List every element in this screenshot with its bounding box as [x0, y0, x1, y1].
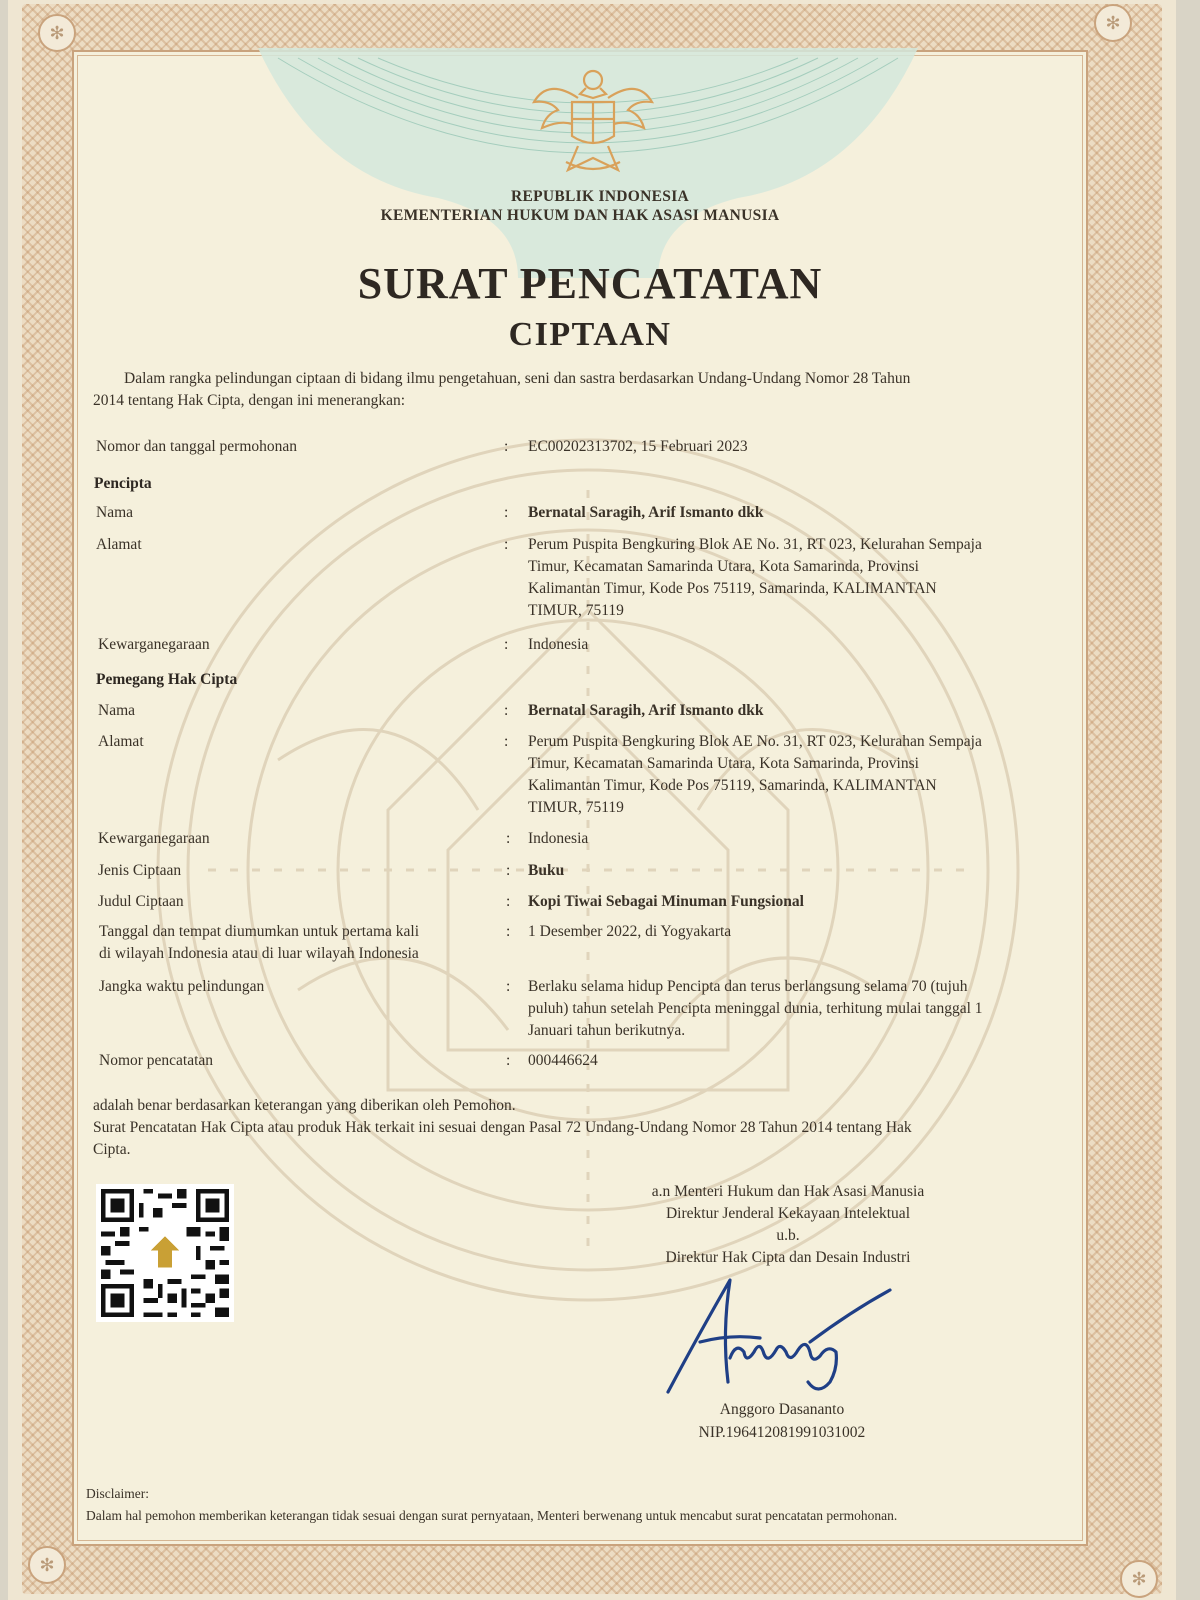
pencipta-nama-value: Bernatal Saragih, Arif Ismanto dkk: [528, 504, 764, 521]
jangka-value-line: Januari tahun berikutnya.: [528, 1022, 686, 1039]
tanggal-value: 1 Desember 2022, di Yogyakarta: [528, 923, 732, 940]
nomor-label: Nomor pencatatan: [99, 1052, 214, 1069]
header-country: REPUBLIK INDONESIA: [510, 188, 690, 205]
signature-line-1: a.n Menteri Hukum dan Hak Asasi Manusia: [651, 1183, 925, 1200]
pencipta-nama-label: Nama: [96, 504, 134, 521]
pencipta-heading: Pencipta: [94, 475, 152, 492]
closing-line-2: Surat Pencatatan Hak Cipta atau produk Hak terkait ini sesuai dengan Pasal 72 Undang-Undang Nomor 28 Tahun 2014 tentang Hak: [93, 1119, 912, 1136]
pemegang-nama-value: Bernatal Saragih, Arif Ismanto dkk: [528, 702, 764, 719]
judul-value: Kopi Tiwai Sebagai Minuman Fungsional: [528, 893, 804, 910]
corner-ornament-icon: ✻: [1094, 4, 1132, 42]
colon: :: [506, 862, 511, 879]
jangka-value-line: Berlaku selama hidup Pencipta dan terus berlangsung selama 70 (tujuh: [528, 978, 968, 995]
tanggal-label-line-2: di wilayah Indonesia atau di luar wilayah Indonesia: [99, 945, 419, 962]
pemegang-heading: Pemegang Hak Cipta: [96, 671, 238, 688]
permohonan-label: Nomor dan tanggal permohonan: [96, 438, 298, 455]
colon: :: [504, 438, 509, 455]
pemegang-alamat-line: Timur, Kecamatan Samarinda Utara, Kota Samarinda, Provinsi: [528, 755, 919, 772]
colon: :: [504, 733, 509, 750]
garuda-emblem-icon: [528, 58, 658, 180]
colon: :: [504, 636, 509, 653]
corner-ornament-icon: ✻: [28, 1546, 66, 1584]
judul-label: Judul Ciptaan: [98, 893, 184, 910]
closing-line-1: adalah benar berdasarkan keterangan yang diberikan oleh Pemohon.: [93, 1097, 516, 1114]
pemegang-nama-label: Nama: [98, 702, 136, 719]
pencipta-alamat-line: Kalimantan Timur, Kode Pos 75119, Samarinda, KALIMANTAN: [528, 580, 937, 597]
pemegang-alamat-line: Perum Puspita Bengkuring Blok AE No. 31, RT 023, Kelurahan Sempaja: [528, 733, 982, 750]
colon: :: [504, 536, 509, 553]
closing-line-3: Cipta.: [93, 1141, 131, 1158]
pemegang-kewarganegaraan-label: Kewarganegaraan: [98, 830, 210, 847]
pemegang-alamat-label: Alamat: [98, 733, 144, 750]
colon: :: [504, 504, 509, 521]
signature-icon: [660, 1272, 900, 1402]
intro-line-2: 2014 tentang Hak Cipta, dengan ini menerangkan:: [93, 392, 406, 409]
colon: :: [506, 1052, 511, 1069]
disclaimer-heading: Disclaimer:: [86, 1486, 149, 1501]
header-ministry: KEMENTERIAN HUKUM DAN HAK ASASI MANUSIA: [380, 207, 780, 224]
pemegang-alamat-line: Kalimantan Timur, Kode Pos 75119, Samarinda, KALIMANTAN: [528, 777, 937, 794]
page-title: SURAT PENCATATAN: [357, 259, 823, 308]
pemegang-alamat-line: TIMUR, 75119: [528, 799, 624, 816]
signature-line-2: Direktur Jenderal Kekayaan Intelektual: [665, 1205, 910, 1222]
tanggal-label-line-1: Tanggal dan tempat diumumkan untuk pertama kali: [99, 923, 420, 940]
colon: :: [506, 923, 511, 940]
nomor-value: 000446624: [528, 1052, 598, 1069]
intro-line-1: Dalam rangka pelindungan ciptaan di bidang ilmu pengetahuan, seni dan sastra berdasarkan Undang-Undang Nomor 28 Tahun: [124, 370, 911, 387]
colon: :: [504, 702, 509, 719]
corner-ornament-icon: ✻: [1120, 1560, 1158, 1598]
pencipta-alamat-line: Timur, Kecamatan Samarinda Utara, Kota Samarinda, Provinsi: [528, 558, 919, 575]
jenis-value: Buku: [528, 862, 565, 879]
corner-ornament-icon: ✻: [38, 14, 76, 52]
pemegang-kewarganegaraan-value: Indonesia: [528, 830, 589, 847]
signatory-name: Anggoro Dasananto: [719, 1401, 845, 1418]
pencipta-kewarganegaraan-label: Kewarganegaraan: [98, 636, 210, 653]
page-subtitle: CIPTAAN: [508, 316, 672, 353]
pencipta-alamat-line: Perum Puspita Bengkuring Blok AE No. 31, RT 023, Kelurahan Sempaja: [528, 536, 982, 553]
qr-code-icon: [96, 1184, 234, 1322]
signature-line-4: Direktur Hak Cipta dan Desain Industri: [665, 1249, 911, 1266]
pencipta-alamat-line: TIMUR, 75119: [528, 602, 624, 619]
disclaimer-text: Dalam hal pemohon memberikan keterangan tidak sesuai dengan surat pernyataan, Menteri berwenang untuk mencabut surat pencatatan permohonan.: [86, 1508, 898, 1523]
colon: :: [506, 830, 511, 847]
pencipta-alamat-label: Alamat: [96, 536, 142, 553]
jangka-value-line: puluh) tahun setelah Pencipta meninggal dunia, terhitung mulai tanggal 1: [528, 1000, 983, 1017]
colon: :: [506, 893, 511, 910]
colon: :: [506, 978, 511, 995]
signature-line-3: u.b.: [776, 1227, 800, 1244]
jenis-label: Jenis Ciptaan: [98, 862, 182, 879]
permohonan-value: EC00202313702, 15 Februari 2023: [528, 438, 748, 455]
signatory-nip: NIP.196412081991031002: [698, 1424, 866, 1441]
pencipta-kewarganegaraan-value: Indonesia: [528, 636, 589, 653]
jangka-label: Jangka waktu pelindungan: [99, 978, 265, 995]
